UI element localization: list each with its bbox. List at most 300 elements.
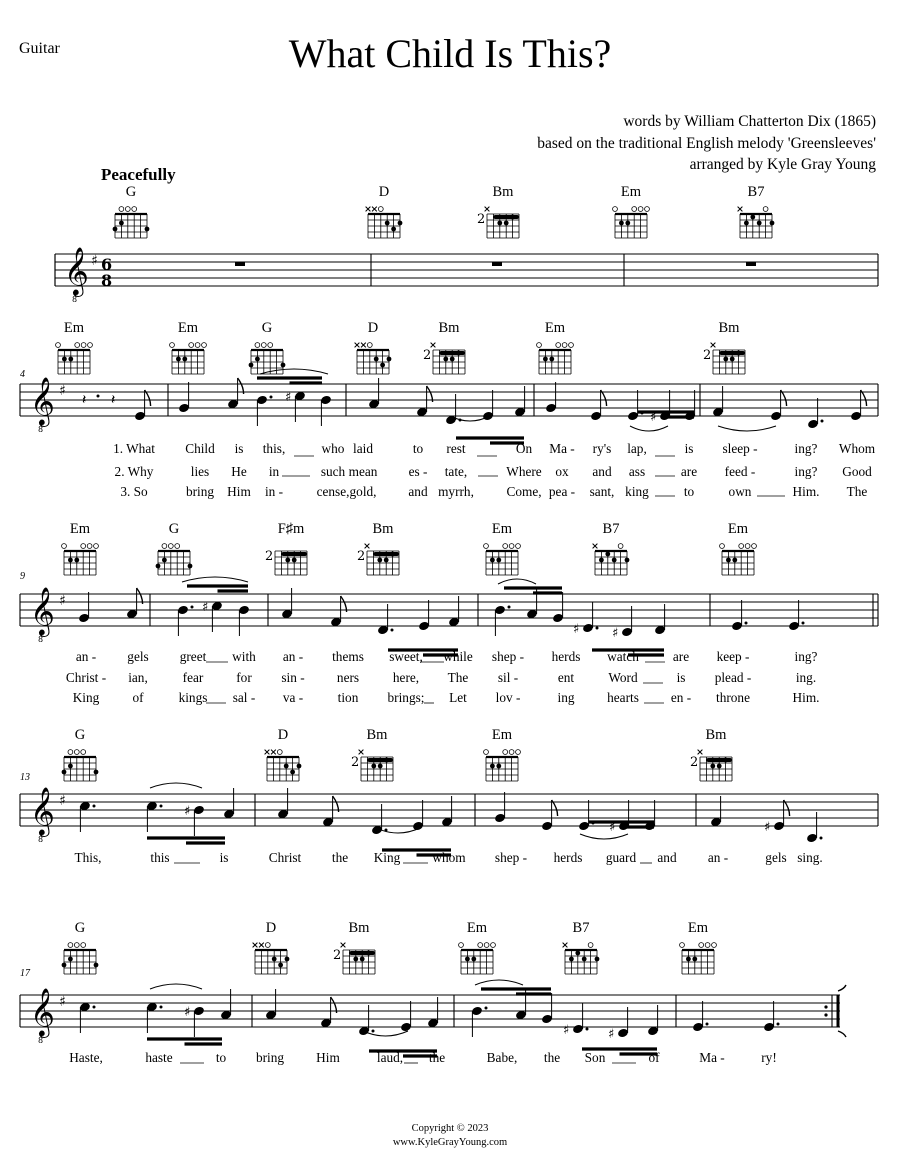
lyric-syllable: bring <box>255 1050 285 1065</box>
open-string-marker <box>378 207 383 212</box>
finger-dot <box>465 957 470 962</box>
note <box>238 605 250 636</box>
slur <box>150 984 202 989</box>
lyric-syllable: haste <box>145 1050 173 1065</box>
chord-symbol: Em <box>491 521 513 537</box>
chord-diagram <box>459 943 496 974</box>
sharp-accidental: ♯ <box>573 622 580 637</box>
open-string-marker <box>516 544 521 549</box>
lyric-syllable: are <box>680 464 698 479</box>
chord-diagram <box>253 943 290 974</box>
finger-dot <box>297 764 302 769</box>
finger-dot <box>94 963 99 968</box>
lyric-syllable: hearts <box>607 690 639 705</box>
chord-symbol: Em <box>63 320 85 336</box>
open-string-marker <box>484 750 489 755</box>
open-string-marker <box>484 544 489 549</box>
open-string-marker <box>632 207 637 212</box>
finger-dot <box>385 221 390 226</box>
time-signature-top: 6 <box>101 255 113 274</box>
augmentation-dot <box>372 1030 375 1033</box>
chord-diagram <box>711 343 745 374</box>
chord-diagram <box>62 544 99 575</box>
note <box>277 788 289 819</box>
lyric-syllable: an - <box>707 850 729 865</box>
chord-diagram <box>698 750 732 781</box>
finger-dot <box>595 957 600 962</box>
finger-dot <box>62 963 67 968</box>
augmentation-dot <box>596 627 599 630</box>
slur <box>498 579 536 584</box>
octave-marker: 8 <box>38 1036 44 1045</box>
finger-dot <box>770 221 775 226</box>
lyric-syllable: watch <box>607 649 639 664</box>
open-string-marker <box>752 544 757 549</box>
lyric-syllable: shep - <box>491 649 525 664</box>
chord-diagram <box>537 343 574 374</box>
note <box>358 1005 374 1036</box>
note <box>78 592 90 623</box>
lyric-syllable: brings; <box>387 690 425 705</box>
finger-dot <box>398 221 403 226</box>
lyric-syllable: and <box>592 464 612 479</box>
note <box>227 378 244 409</box>
note <box>320 395 332 426</box>
lyric-syllable: for <box>236 670 252 685</box>
lyric-syllable: kings <box>178 690 208 705</box>
chord-diagram <box>738 207 775 238</box>
lyric-syllable: King <box>373 850 401 865</box>
open-string-marker <box>175 544 180 549</box>
lyric-syllable: guard <box>605 850 637 865</box>
repeat-bracket <box>838 985 846 991</box>
muted-string-marker <box>271 750 276 755</box>
lyric-syllable: ing <box>557 690 575 705</box>
muted-string-marker <box>355 343 360 348</box>
open-string-marker <box>268 343 273 348</box>
lyric-syllable: Babe, <box>486 1050 518 1065</box>
muted-string-marker <box>253 943 258 948</box>
lyric-syllable: Where <box>506 464 542 479</box>
finger-dot <box>549 357 554 362</box>
repeat-bracket <box>838 1031 846 1037</box>
open-string-marker <box>132 207 137 212</box>
whole-rest <box>492 262 502 266</box>
lyric-syllable: greet <box>179 649 207 664</box>
slur <box>475 980 523 985</box>
note <box>617 1007 629 1038</box>
note <box>541 800 558 831</box>
finger-dot <box>272 957 277 962</box>
lyric-syllable: ing? <box>794 464 818 479</box>
barre-bar <box>367 758 393 762</box>
lyric-syllable: Him. <box>792 690 820 705</box>
finger-dot <box>188 564 193 569</box>
finger-dot <box>717 764 722 769</box>
finger-dot <box>391 227 396 232</box>
slur <box>182 577 248 582</box>
slur <box>376 828 420 833</box>
lyric-syllable: laid <box>353 441 373 456</box>
chord-diagram <box>365 544 399 575</box>
barre-bar <box>439 351 465 355</box>
open-string-marker <box>81 750 86 755</box>
note <box>654 604 666 635</box>
open-string-marker <box>125 207 130 212</box>
chord-symbol: Bm <box>718 320 740 336</box>
finger-dot <box>504 221 509 226</box>
quarter-rest: 𝄽 <box>82 392 87 408</box>
note <box>471 1006 487 1037</box>
augmentation-dot <box>97 395 100 398</box>
finger-dot <box>569 957 574 962</box>
chord-symbol: Em <box>727 521 749 537</box>
finger-dot <box>366 951 371 956</box>
slur <box>150 783 202 788</box>
lyric-syllable: Come, <box>506 484 542 499</box>
finger-dot <box>285 957 290 962</box>
finger-dot <box>625 221 630 226</box>
chord-symbol: Bm <box>438 320 460 336</box>
lyric-syllable: who <box>321 441 345 456</box>
lyric-syllable: lov - <box>495 690 521 705</box>
lyric-syllable: ing. <box>795 670 817 685</box>
note <box>211 601 223 632</box>
lyric-syllable: to <box>412 441 424 456</box>
finger-dot <box>710 764 715 769</box>
finger-dot <box>443 357 448 362</box>
lyric-syllable: va - <box>282 690 304 705</box>
note <box>514 386 526 417</box>
note <box>590 390 607 421</box>
lyric-syllable: 2. Why <box>114 464 154 479</box>
finger-dot <box>380 363 385 368</box>
finger-dot <box>750 215 755 220</box>
finger-dot <box>176 357 181 362</box>
chord-symbol: Em <box>544 320 566 336</box>
chord-symbol: G <box>168 521 180 537</box>
muted-string-marker <box>563 943 568 948</box>
note <box>193 1006 205 1037</box>
lyric-syllable: fear <box>182 670 204 685</box>
augmentation-dot <box>821 420 824 423</box>
finger-dot <box>353 957 358 962</box>
note <box>773 800 790 831</box>
chord-diagram <box>156 544 193 575</box>
finger-dot <box>599 558 604 563</box>
chord-symbol: Em <box>69 521 91 537</box>
treble-clef-icon: 𝄞 <box>30 987 55 1036</box>
lyric-syllable: sin - <box>281 670 305 685</box>
augmentation-dot <box>777 1023 780 1026</box>
lyric-syllable: sant, <box>589 484 615 499</box>
open-string-marker <box>170 343 175 348</box>
open-string-marker <box>195 343 200 348</box>
open-string-marker <box>509 544 514 549</box>
augmentation-dot <box>508 606 511 609</box>
muted-string-marker <box>265 750 270 755</box>
chord-diagram <box>249 343 286 374</box>
lyric-syllable: the <box>331 850 349 865</box>
note <box>441 796 453 827</box>
open-string-marker <box>478 943 483 948</box>
chord-diagram <box>431 343 465 374</box>
footer <box>0 1122 900 1150</box>
lyric-syllable: sweet, <box>389 649 423 664</box>
measure-number: 17 <box>20 968 30 979</box>
lyric-syllable: here, <box>392 670 420 685</box>
treble-clef-icon: 𝄞 <box>30 786 55 835</box>
note <box>806 812 822 843</box>
open-string-marker <box>162 544 167 549</box>
finger-dot <box>62 770 67 775</box>
credit-melody: based on the traditional English melody 'Greensleeves' <box>537 134 876 152</box>
open-string-marker <box>516 750 521 755</box>
open-string-marker <box>119 207 124 212</box>
barre-bar <box>373 552 399 556</box>
chord-diagram <box>170 343 207 374</box>
finger-dot <box>284 764 289 769</box>
finger-dot <box>113 227 118 232</box>
finger-dot <box>290 770 295 775</box>
muted-string-marker <box>365 544 370 549</box>
chord-symbol: D <box>367 320 379 336</box>
note <box>368 378 380 409</box>
finger-dot <box>378 764 383 769</box>
treble-clef-icon: 𝄞 <box>64 246 89 295</box>
finger-dot <box>374 357 379 362</box>
open-string-marker <box>261 343 266 348</box>
chord-symbol: Bm <box>372 521 394 537</box>
lyric-syllable: Good <box>842 464 872 479</box>
finger-dot <box>68 957 73 962</box>
octave-marker: 8 <box>38 425 44 434</box>
note <box>79 801 95 832</box>
muted-string-marker <box>593 544 598 549</box>
note <box>412 800 424 831</box>
finger-dot <box>686 957 691 962</box>
open-string-marker <box>189 343 194 348</box>
whole-rest <box>746 262 756 266</box>
lyric-syllable: sing. <box>797 850 823 865</box>
sharp-accidental: ♯ <box>608 1027 615 1042</box>
augmentation-dot <box>160 805 163 808</box>
note <box>320 997 337 1028</box>
open-string-marker <box>168 544 173 549</box>
measure-number: 9 <box>20 571 25 582</box>
treble-clef-icon: 𝄞 <box>30 376 55 425</box>
lyric-syllable: myrrh, <box>438 484 474 499</box>
chord-symbol: Em <box>687 920 709 936</box>
chord-diagram <box>720 544 757 575</box>
lyric-syllable: 1. What <box>113 441 155 456</box>
note <box>770 390 787 421</box>
lyric-syllable: ing? <box>794 649 818 664</box>
chord-diagram <box>593 544 630 575</box>
finger-dot <box>68 764 73 769</box>
note <box>377 604 393 635</box>
lyric-syllable: sal - <box>232 690 256 705</box>
lyric-syllable: is <box>684 441 694 456</box>
note <box>552 592 564 623</box>
finger-dot <box>723 357 728 362</box>
lyric-syllable: The <box>846 484 868 499</box>
open-string-marker <box>618 544 623 549</box>
whole-rest <box>235 262 245 266</box>
open-string-marker <box>569 343 574 348</box>
lyric-syllable: thems <box>332 649 364 664</box>
lyric-syllable: Him. <box>792 484 820 499</box>
open-string-marker <box>645 207 650 212</box>
fret-number: 2 <box>351 755 360 770</box>
finger-dot <box>371 764 376 769</box>
open-string-marker <box>739 544 744 549</box>
note <box>330 596 347 627</box>
finger-dot <box>162 558 167 563</box>
finger-dot <box>612 558 617 563</box>
credit-arranger: arranged by Kyle Gray Young <box>689 156 876 173</box>
lyric-syllable: ass <box>628 464 646 479</box>
octave-marker: 8 <box>72 295 78 304</box>
lyric-syllable: keep - <box>716 649 750 664</box>
lyric-syllable: lap, <box>627 441 647 456</box>
note <box>807 398 823 429</box>
note <box>763 1001 779 1032</box>
lyric-syllable: tion <box>337 690 359 705</box>
finger-dot <box>496 558 501 563</box>
lyric-syllable: this, <box>262 441 286 456</box>
finger-dot <box>490 764 495 769</box>
lyric-syllable: are <box>672 649 690 664</box>
lyric-syllable: ox <box>555 464 569 479</box>
finger-dot <box>384 558 389 563</box>
finger-dot <box>249 363 254 368</box>
lyric-syllable: gold, <box>349 484 377 499</box>
lyric-syllable: Word <box>608 670 638 685</box>
chord-symbol: Em <box>177 320 199 336</box>
lyric-syllable: pea - <box>548 484 576 499</box>
finger-dot <box>605 552 610 557</box>
finger-dot <box>182 357 187 362</box>
note <box>146 1002 162 1033</box>
lyric-syllable: of <box>132 690 144 705</box>
note <box>146 801 162 832</box>
copyright: Copyright © 2023 <box>411 1123 489 1134</box>
muted-string-marker <box>259 943 264 948</box>
note <box>731 600 747 631</box>
open-string-marker <box>680 943 685 948</box>
chord-diagram <box>113 207 150 238</box>
key-signature-sharp: ♯ <box>91 253 98 269</box>
instrument-label: Guitar <box>19 40 60 57</box>
lyric-syllable: the <box>428 1050 446 1065</box>
open-string-marker <box>491 943 496 948</box>
note <box>445 394 461 425</box>
lyric-syllable: the <box>543 1050 561 1065</box>
muted-string-marker <box>431 343 436 348</box>
chord-symbol: Em <box>466 920 488 936</box>
finger-dot <box>145 227 150 232</box>
open-string-marker <box>699 943 704 948</box>
finger-dot <box>543 357 548 362</box>
lyric-syllable: own <box>728 484 752 499</box>
open-string-marker <box>712 943 717 948</box>
open-string-marker <box>81 343 86 348</box>
finger-dot <box>456 351 461 356</box>
note <box>427 997 439 1028</box>
finger-dot <box>490 558 495 563</box>
lyric-syllable: Let <box>449 690 467 705</box>
sharp-accidental: ♯ <box>563 1023 570 1038</box>
open-string-marker <box>75 343 80 348</box>
chord-diagram <box>485 207 519 238</box>
barre-bar <box>349 951 375 955</box>
open-string-marker <box>277 750 282 755</box>
octave-marker: 8 <box>38 635 44 644</box>
lyric-syllable: king <box>625 484 649 499</box>
lyric-syllable: Him <box>227 484 251 499</box>
augmentation-dot <box>586 1028 589 1031</box>
lyric-syllable: ners <box>336 670 360 685</box>
augmentation-dot <box>802 622 805 625</box>
key-signature-sharp: ♯ <box>59 593 66 609</box>
finger-dot <box>68 558 73 563</box>
lyric-syllable: in <box>268 464 280 479</box>
augmentation-dot <box>270 396 273 399</box>
finger-dot <box>732 558 737 563</box>
lyric-syllable: Whom <box>838 441 876 456</box>
lyric-syllable: 3. So <box>120 484 148 499</box>
lyric-syllable: ing? <box>794 441 818 456</box>
website-link[interactable]: www.KyleGrayYoung.com <box>392 1137 508 1148</box>
finger-dot <box>723 758 728 763</box>
finger-dot <box>377 558 382 563</box>
note <box>627 390 643 421</box>
muted-string-marker <box>485 207 490 212</box>
credit-words: words by William Chatterton Dix (1865) <box>623 113 876 130</box>
lyric-syllable: shep - <box>494 850 528 865</box>
finger-dot <box>497 221 502 226</box>
open-string-marker <box>81 943 86 948</box>
augmentation-dot <box>93 1006 96 1009</box>
open-string-marker <box>509 750 514 755</box>
lyric-syllable: Him <box>316 1050 340 1065</box>
lyric-syllable: an - <box>282 649 304 664</box>
lyric-syllable: King <box>72 690 100 705</box>
note <box>177 605 193 636</box>
note <box>371 804 387 835</box>
muted-string-marker <box>738 207 743 212</box>
lyric-syllable: lies <box>190 464 210 479</box>
finger-dot <box>736 351 741 356</box>
lyric-syllable: an - <box>75 649 97 664</box>
finger-dot <box>496 764 501 769</box>
chord-symbol: Bm <box>366 727 388 743</box>
finger-dot <box>510 215 515 220</box>
note <box>494 605 510 636</box>
lyric-syllable: plead - <box>714 670 752 685</box>
lyric-syllable: Child <box>185 441 215 456</box>
finger-dot <box>156 564 161 569</box>
lyric-syllable: throne <box>716 690 750 705</box>
lyric-syllable: with <box>232 649 256 664</box>
lyric-syllable: es - <box>408 464 428 479</box>
note <box>178 382 190 413</box>
barre-bar <box>281 552 307 556</box>
measure-number: 13 <box>20 772 30 783</box>
lyric-syllable: The <box>447 670 469 685</box>
note <box>647 1005 659 1036</box>
